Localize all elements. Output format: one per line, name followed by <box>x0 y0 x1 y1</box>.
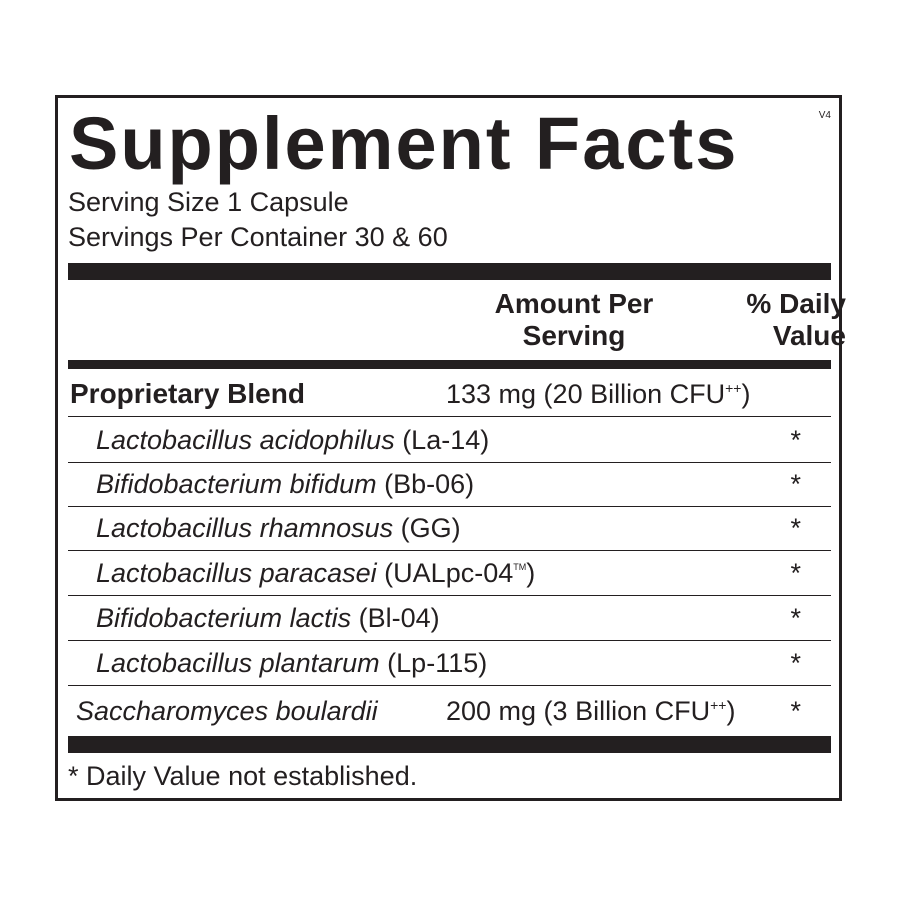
ingredient-dv: * <box>790 425 801 455</box>
ingredient-name: Lactobacillus acidophilus <box>96 425 395 455</box>
ingredient-label <box>96 641 487 685</box>
header-divider-bar <box>68 360 831 369</box>
servings-per-container: Servings Per Container 30 & 60 <box>68 222 448 252</box>
saccharomyces-amount <box>446 689 735 733</box>
amount-per-serving-header <box>484 288 664 352</box>
ingredient-label <box>96 551 535 595</box>
daily-value-header <box>716 288 846 352</box>
ingredient-dv: * <box>790 469 801 499</box>
ingredient-label <box>96 418 489 462</box>
ingredient-strain-close: ) <box>526 558 536 588</box>
ingredient-row <box>68 418 831 463</box>
ingredient-row <box>68 551 831 596</box>
ingredient-row <box>68 462 831 507</box>
amount-header-line-2: Serving <box>522 320 626 351</box>
blend-amount <box>446 372 750 416</box>
ingredient-row <box>68 596 831 641</box>
blend-amount-text: 133 mg (20 Billion CFU <box>446 379 726 409</box>
ingredient-label <box>96 506 461 550</box>
trademark-sup: TM <box>513 562 527 572</box>
dv-header-line-1: % Daily <box>746 288 846 319</box>
blend-amount-close: ) <box>741 379 751 409</box>
ingredient-name: Lactobacillus rhamnosus <box>96 513 394 543</box>
ingredient-name: Bifidobacterium bifidum <box>96 469 377 499</box>
ingredient-name: Lactobacillus plantarum <box>96 648 380 678</box>
saccharomyces-row <box>68 689 831 733</box>
ingredient-dv: * <box>790 558 801 588</box>
panel-title: Supplement Facts <box>69 102 739 185</box>
top-divider-bar <box>68 263 831 280</box>
ingredient-strain: (Bl-04) <box>351 603 440 633</box>
ingredient-label <box>96 462 474 506</box>
saccharomyces-name: Saccharomyces boulardii <box>76 696 378 726</box>
saccharomyces-amount-close: ) <box>726 696 736 726</box>
blend-name: Proprietary Blend <box>70 378 305 409</box>
dv-header-line-2: Value <box>772 320 846 351</box>
ingredient-strain: (GG) <box>393 513 461 543</box>
ingredient-strain: (Lp-115) <box>379 648 488 678</box>
ingredient-strain: (UALpc-04 <box>376 558 514 588</box>
version-code: V4 <box>818 110 831 121</box>
ingredient-name: Lactobacillus paracasei <box>96 558 377 588</box>
footnote: * Daily Value not established. <box>68 761 418 791</box>
serving-size: Serving Size 1 Capsule <box>68 187 349 217</box>
ingredient-strain: (Bb-06) <box>376 469 475 499</box>
saccharomyces-amount-sup: ++ <box>710 697 727 713</box>
ingredient-dv: * <box>790 513 801 543</box>
ingredient-name: Bifidobacterium lactis <box>96 603 352 633</box>
saccharomyces-label <box>76 689 378 733</box>
amount-header-line-1: Amount Per <box>494 288 654 319</box>
ingredient-row <box>68 641 831 686</box>
bottom-divider-bar <box>68 736 831 753</box>
ingredient-strain: (La-14) <box>394 425 490 455</box>
ingredient-label <box>96 596 440 640</box>
saccharomyces-dv: * <box>790 696 801 726</box>
proprietary-blend-row <box>68 372 831 417</box>
ingredient-row <box>68 506 831 551</box>
ingredient-dv: * <box>790 603 801 633</box>
blend-amount-sup: ++ <box>725 380 742 396</box>
supplement-facts-panel <box>55 95 846 801</box>
ingredient-dv: * <box>790 648 801 678</box>
saccharomyces-amount-text: 200 mg (3 Billion CFU <box>446 696 711 726</box>
